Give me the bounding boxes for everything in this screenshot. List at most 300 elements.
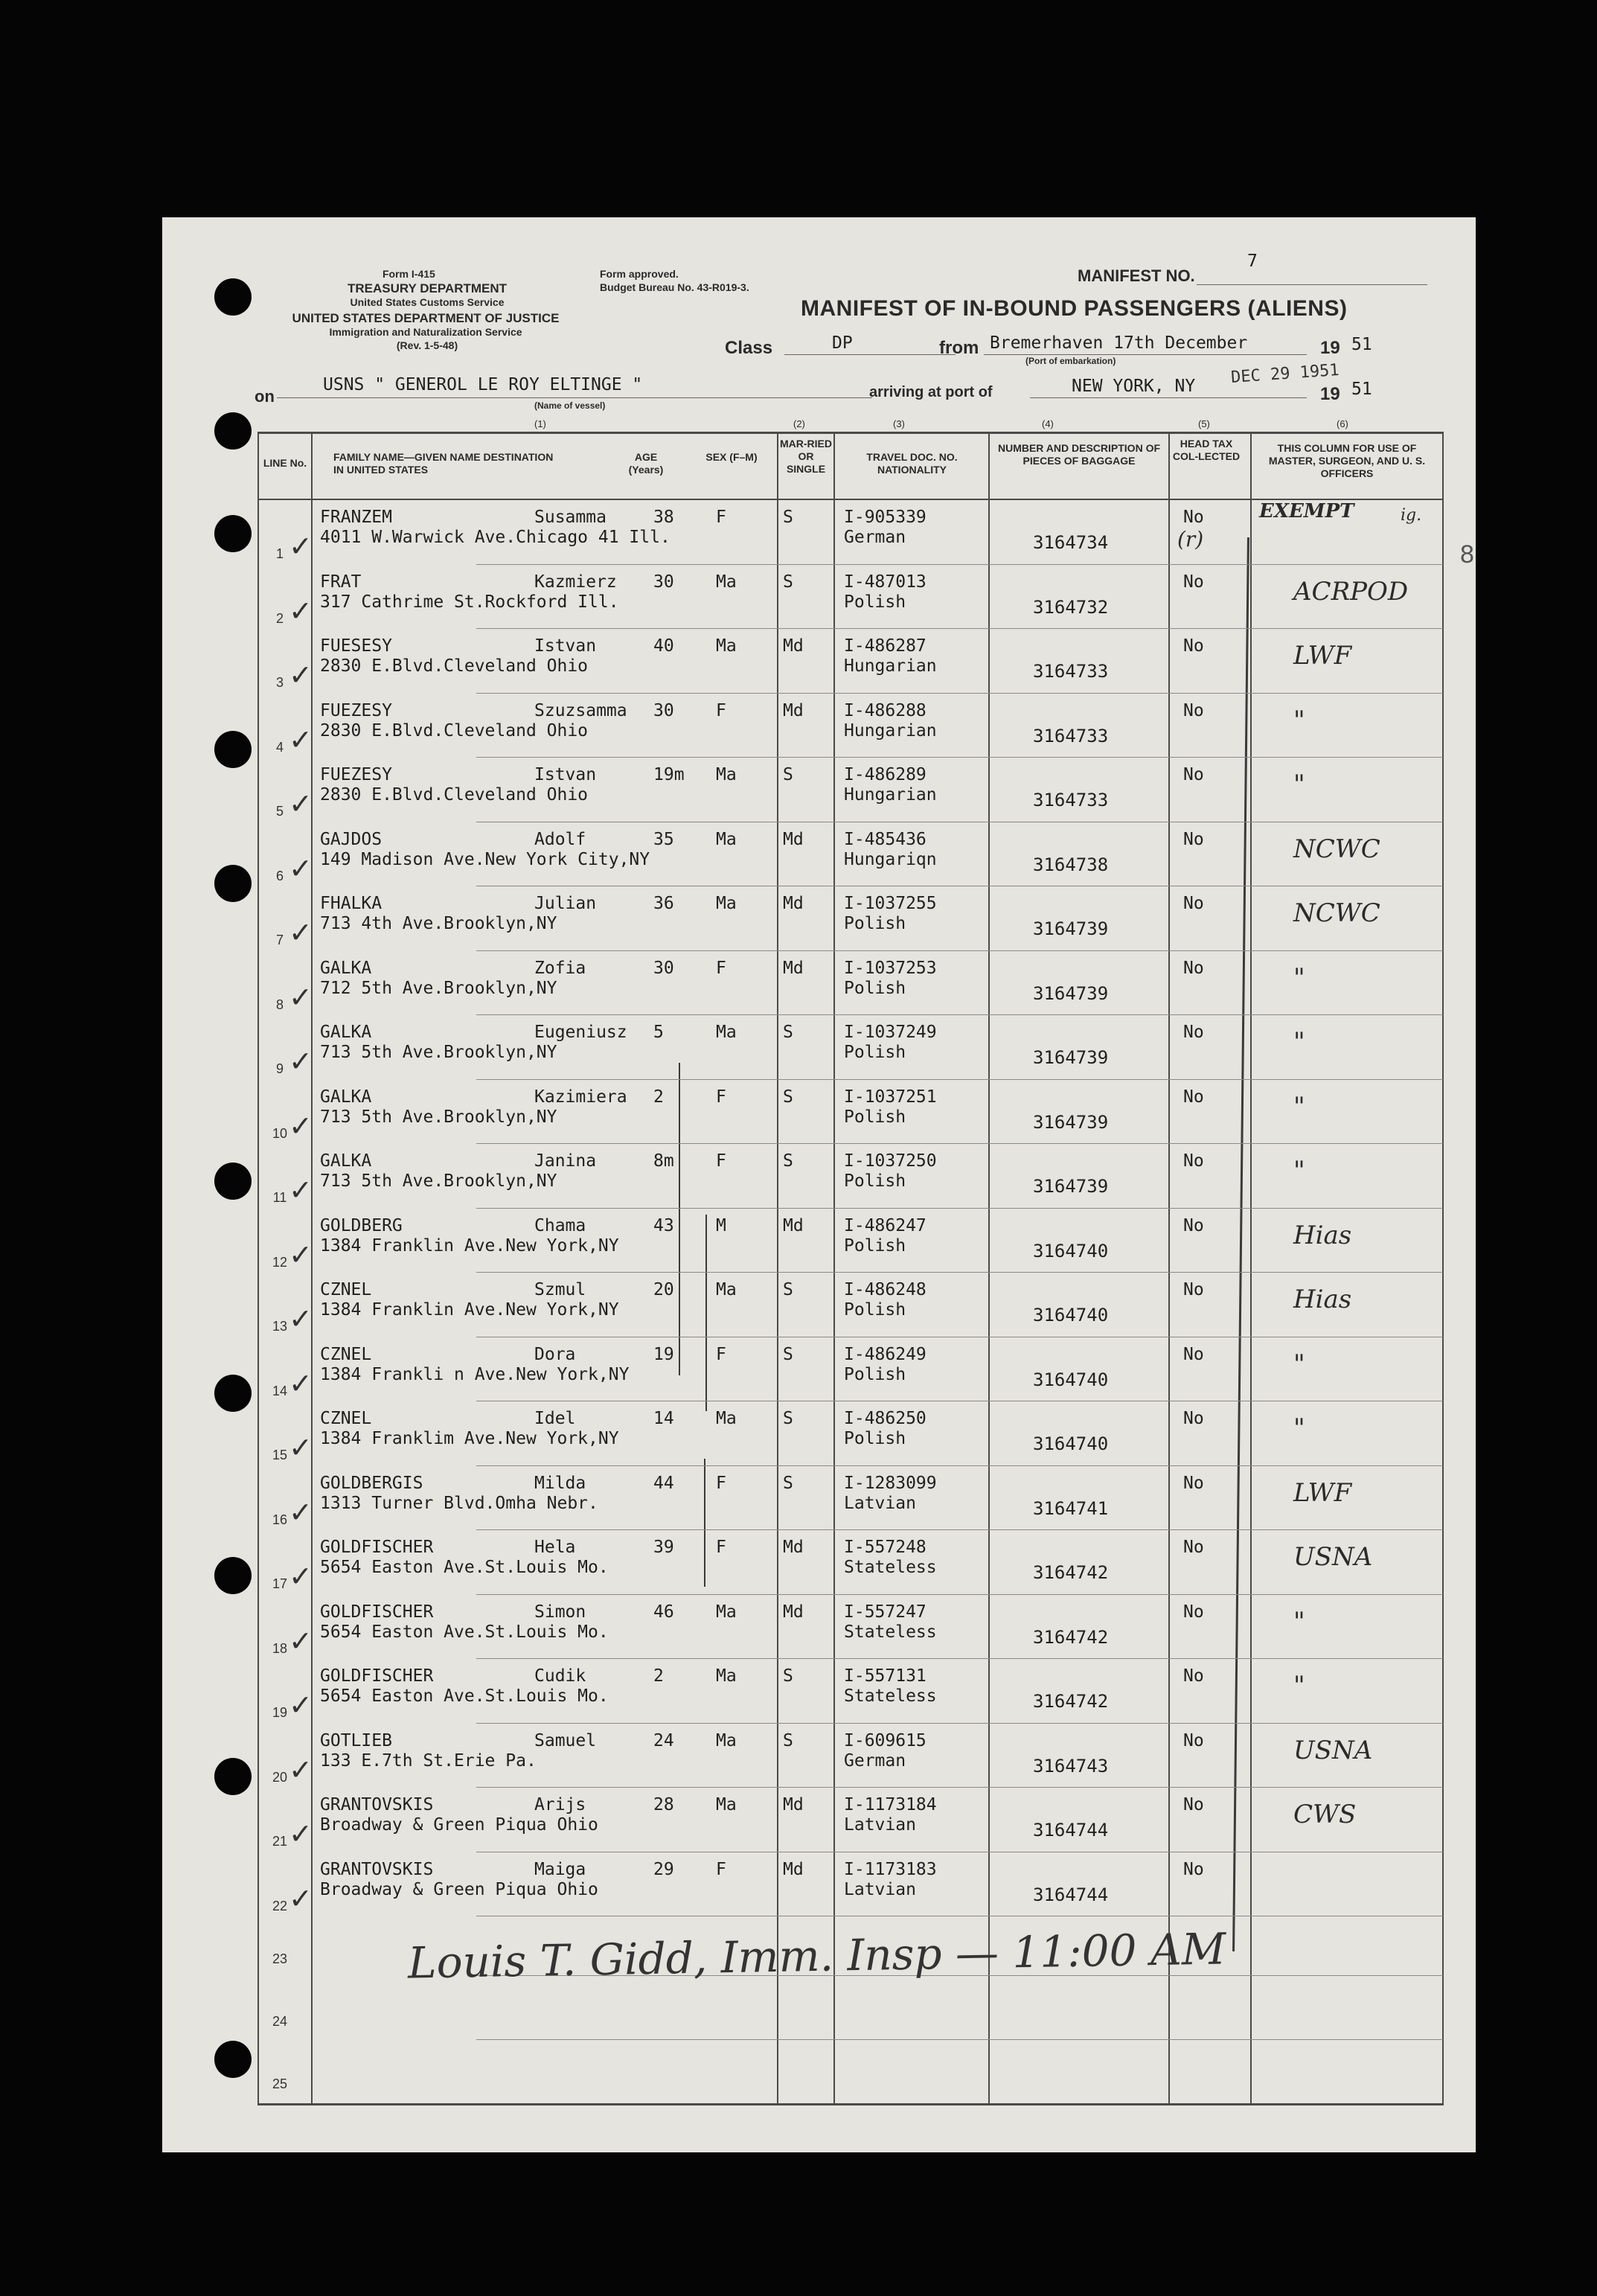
officer-note: Hias <box>1293 1220 1352 1250</box>
given-name: Istvan <box>534 636 597 656</box>
destination: 1384 Frankli n Ave.New York,NY <box>320 1364 630 1384</box>
officer-note: " <box>1293 1027 1305 1057</box>
table-row <box>162 500 1476 565</box>
manifest-title: MANIFEST OF IN-BOUND PASSENGERS (ALIENS) <box>801 296 1348 321</box>
sex: Ma <box>716 1023 737 1042</box>
sex: F <box>716 1859 726 1879</box>
nationality: Polish <box>844 1171 906 1191</box>
table-row <box>162 886 1476 951</box>
officer-note: CWS <box>1293 1800 1357 1829</box>
line-number: 10 <box>272 1125 288 1141</box>
arrival-line <box>1030 397 1307 398</box>
officer-note: " <box>1293 770 1305 799</box>
nationality: Stateless <box>844 1686 937 1706</box>
manifest-no-value: 7 <box>1247 252 1258 271</box>
given-name: Kazimiera <box>534 1087 627 1107</box>
age: 40 <box>653 636 674 656</box>
form-number: Form I-415 <box>383 268 435 280</box>
marital-status: Md <box>783 636 804 656</box>
baggage-number: 3164742 <box>1033 1626 1109 1648</box>
head-tax: No <box>1183 1795 1204 1814</box>
checkmark-icon: ✓ <box>289 1817 313 1850</box>
given-name: Milda <box>534 1473 586 1493</box>
checkmark-icon: ✓ <box>289 659 313 691</box>
travel-doc: I-486287 <box>844 636 926 656</box>
row-line <box>476 628 1443 629</box>
travel-doc: I-486288 <box>844 700 926 720</box>
destination: 712 5th Ave.Brooklyn,NY <box>320 978 557 998</box>
travel-doc: I-905339 <box>844 508 926 527</box>
head-tax: No <box>1183 1666 1204 1686</box>
manifest-no-line <box>1197 284 1427 285</box>
year-prefix-2: 19 <box>1320 384 1340 404</box>
col-num-1: (1) <box>534 418 546 429</box>
given-name: Arijs <box>534 1795 586 1814</box>
sex: M <box>716 1215 726 1235</box>
row-line <box>476 1658 1443 1659</box>
line-number: 19 <box>272 1705 288 1720</box>
table-row <box>162 565 1476 630</box>
line-number: 4 <box>275 739 284 755</box>
checkmark-icon: ✓ <box>289 1109 313 1142</box>
age: 30 <box>653 700 674 720</box>
table-row <box>162 1595 1476 1660</box>
col-num-4: (4) <box>1042 418 1054 429</box>
checkmark-icon: ✓ <box>289 1495 313 1529</box>
table-top-border <box>257 432 1444 434</box>
travel-doc: I-487013 <box>844 572 926 592</box>
col-num-3: (3) <box>893 418 905 429</box>
travel-doc: I-486250 <box>844 1409 926 1428</box>
given-name: Maiga <box>534 1859 586 1879</box>
nationality: Latvian <box>844 1815 916 1835</box>
destination: 4011 W.Warwick Ave.Chicago 41 Ill. <box>320 528 671 547</box>
year-value-2: 51 <box>1351 380 1372 399</box>
age: 30 <box>653 572 674 592</box>
travel-doc: I-1173183 <box>844 1859 937 1879</box>
travel-doc: I-485436 <box>844 829 926 849</box>
checkmark-icon: ✓ <box>289 1238 313 1271</box>
head-tax: No <box>1183 829 1204 849</box>
destination: 1313 Turner Blvd.Omha Nebr. <box>320 1493 598 1513</box>
from-line <box>984 354 1307 355</box>
family-name: GOLDFISCHER <box>320 1666 434 1686</box>
sex: Ma <box>716 829 737 849</box>
line-number: 8 <box>275 997 284 1012</box>
table-row <box>162 1273 1476 1337</box>
destination: 133 E.7th St.Erie Pa. <box>320 1750 537 1771</box>
age: 19m <box>653 765 685 784</box>
baggage-number: 3164734 <box>1033 532 1109 553</box>
officer-note: " <box>1293 1413 1305 1443</box>
row-line <box>476 1723 1443 1724</box>
head-tax: No <box>1183 572 1204 592</box>
nationality: Polish <box>844 1300 906 1320</box>
family-name: GALKA <box>320 1087 372 1107</box>
table-row <box>162 1401 1476 1466</box>
header-line-no: LINE No. <box>263 457 307 469</box>
row-line <box>476 2039 1443 2040</box>
table-row <box>162 1080 1476 1145</box>
head-tax: No <box>1183 958 1204 978</box>
sex: F <box>716 1473 726 1493</box>
given-name: Eugeniusz <box>534 1023 627 1042</box>
travel-doc: I-1037251 <box>844 1087 937 1107</box>
sex: F <box>716 1538 726 1557</box>
travel-doc: I-557247 <box>844 1602 926 1622</box>
given-name: Susamma <box>534 508 607 527</box>
header-head-tax: HEAD TAX COL-LECTED <box>1172 438 1241 462</box>
ins-service: Immigration and Naturalization Service <box>329 326 522 338</box>
age: 30 <box>653 958 674 978</box>
row-line <box>476 1079 1443 1080</box>
age: 44 <box>653 1473 674 1493</box>
given-name: Cudik <box>534 1666 586 1686</box>
row-line <box>476 1014 1443 1015</box>
marital-status: Md <box>783 1795 804 1814</box>
destination: Broadway & Green Piqua Ohio <box>320 1815 598 1835</box>
sex: Ma <box>716 1280 737 1299</box>
officer-note: " <box>1293 1091 1305 1122</box>
marital-status: S <box>783 1666 793 1686</box>
line-number: 17 <box>272 1576 288 1591</box>
baggage-number: 3164744 <box>1033 1820 1109 1841</box>
checkmark-icon: ✓ <box>289 1045 313 1078</box>
nationality: Latvian <box>844 1879 916 1899</box>
arrival-date-stamp: DEC 29 1951 <box>1230 360 1340 388</box>
from-label: from <box>939 338 979 358</box>
travel-doc: I-486289 <box>844 765 926 784</box>
baggage-number: 3164739 <box>1033 918 1109 939</box>
travel-doc: I-1037253 <box>844 958 937 978</box>
header-age: AGE (Years) <box>628 451 664 476</box>
nationality: Stateless <box>844 1558 937 1577</box>
destination: 713 5th Ave.Brooklyn,NY <box>320 1171 557 1191</box>
col-num-6: (6) <box>1337 418 1348 429</box>
officer-note: NCWC <box>1293 898 1380 928</box>
row-line <box>476 1208 1443 1209</box>
family-name: GALKA <box>320 1151 372 1171</box>
baggage-number: 3164744 <box>1033 1884 1109 1905</box>
head-tax: No <box>1183 1409 1204 1428</box>
head-tax: No <box>1183 765 1204 784</box>
travel-doc: I-486249 <box>844 1344 926 1364</box>
row-line <box>476 564 1443 565</box>
destination: 5654 Easton Ave.St.Louis Mo. <box>320 1686 609 1706</box>
nationality: Polish <box>844 1235 906 1256</box>
head-tax: No <box>1183 1087 1204 1107</box>
marital-status: S <box>783 1344 793 1364</box>
punch-hole <box>214 412 252 450</box>
line-number-empty: 23 <box>272 1951 288 1966</box>
sex: Ma <box>716 572 737 592</box>
given-name: Zofia <box>534 958 586 978</box>
line-number: 3 <box>275 675 284 690</box>
baggage-number: 3164733 <box>1033 661 1109 682</box>
officer-note-extra: ig. <box>1401 506 1422 525</box>
checkmark-icon: ✓ <box>289 530 313 563</box>
col-num-2: (2) <box>793 418 805 429</box>
baggage-number: 3164743 <box>1033 1755 1109 1777</box>
baggage-number: 3164740 <box>1033 1240 1109 1261</box>
row-line <box>476 1465 1443 1466</box>
baggage-number: 3164733 <box>1033 725 1109 746</box>
vessel-caption: (Name of vessel) <box>534 400 606 411</box>
baggage-number: 3164739 <box>1033 1047 1109 1068</box>
family-bracket <box>705 1215 707 1411</box>
table-row <box>162 1015 1476 1080</box>
line-number-empty: 25 <box>272 2076 288 2091</box>
checkmark-icon: ✓ <box>289 1689 313 1721</box>
sex: Ma <box>716 765 737 784</box>
row-line <box>476 1529 1443 1530</box>
travel-doc: I-1037255 <box>844 894 937 913</box>
family-name: CZNEL <box>320 1280 372 1299</box>
age: 8m <box>653 1151 674 1171</box>
destination: 1384 Franklin Ave.New York,NY <box>320 1300 619 1320</box>
punch-hole <box>214 278 252 316</box>
head-tax: No <box>1183 1730 1204 1750</box>
row-line <box>476 1787 1443 1788</box>
embark-port-caption: (Port of embarkation) <box>1025 356 1116 366</box>
officer-note: LWF <box>1293 641 1352 671</box>
marital-status: Md <box>783 1538 804 1557</box>
baggage-number: 3164740 <box>1033 1433 1109 1454</box>
baggage-number: 3164742 <box>1033 1562 1109 1583</box>
nationality: German <box>844 528 906 547</box>
line-number: 9 <box>275 1061 284 1076</box>
header-baggage: NUMBER AND DESCRIPTION OF PIECES OF BAGGAGE <box>997 442 1161 467</box>
line-number: 5 <box>275 804 284 819</box>
arrival-port: NEW YORK, NY <box>1072 377 1196 396</box>
age: 46 <box>653 1602 674 1622</box>
class-value: DP <box>832 333 853 353</box>
family-name: GOLDBERGIS <box>320 1473 423 1493</box>
arriving-label: arriving at port of <box>869 384 993 400</box>
family-name: GOTLIEB <box>320 1730 392 1750</box>
officer-note: ACRPOD <box>1293 576 1409 607</box>
head-tax: No <box>1183 1151 1204 1171</box>
treasury-dept: TREASURY DEPARTMENT <box>347 281 508 295</box>
marital-status: Md <box>783 1602 804 1622</box>
marital-status: S <box>783 508 793 527</box>
line-number: 15 <box>272 1448 288 1462</box>
nationality: Latvian <box>844 1493 916 1513</box>
nationality: Polish <box>844 1364 906 1384</box>
vessel-line <box>277 397 872 398</box>
nationality: Hungarian <box>844 656 937 676</box>
nationality: Polish <box>844 1429 906 1448</box>
table-row <box>162 1530 1476 1595</box>
line-number: 1 <box>275 546 284 561</box>
given-name: Istvan <box>534 765 597 784</box>
row-line <box>476 757 1443 758</box>
destination: 2830 E.Blvd.Cleveland Ohio <box>320 656 589 676</box>
head-tax: No <box>1183 508 1204 527</box>
destination: 713 5th Ave.Brooklyn,NY <box>320 1107 557 1127</box>
line-number: 2 <box>275 610 284 626</box>
year-prefix-1: 19 <box>1320 338 1340 358</box>
table-row <box>162 1466 1476 1531</box>
table-row <box>162 1144 1476 1209</box>
family-name: GOLDFISCHER <box>320 1538 434 1557</box>
given-name: Szuzsamma <box>534 700 627 720</box>
marital-status: S <box>783 1023 793 1042</box>
family-name: GRANTOVSKIS <box>320 1859 434 1879</box>
sex: F <box>716 1151 726 1171</box>
checkmark-icon: ✓ <box>289 980 313 1014</box>
baggage-number: 3164740 <box>1033 1369 1109 1390</box>
table-row <box>162 1852 1476 1917</box>
marital-status: Md <box>783 958 804 978</box>
line-number: 18 <box>272 1640 288 1656</box>
given-name: Julian <box>534 894 597 913</box>
family-bracket <box>704 1459 705 1587</box>
checkmark-icon: ✓ <box>289 594 313 627</box>
given-name: Kazmierz <box>534 572 617 592</box>
checkmark-icon: ✓ <box>289 916 313 949</box>
officer-note: " <box>1293 1156 1305 1186</box>
line-number: 7 <box>275 933 284 947</box>
officer-note: EXEMPT <box>1259 500 1354 522</box>
officer-note: NCWC <box>1293 834 1380 864</box>
age: 2 <box>653 1666 664 1686</box>
table-row <box>162 694 1476 758</box>
table-row <box>162 629 1476 694</box>
officer-note: USNA <box>1293 1542 1373 1572</box>
family-name: CZNEL <box>320 1344 372 1364</box>
family-name: FUEZESY <box>320 700 392 720</box>
given-name: Dora <box>534 1344 576 1364</box>
travel-doc: I-1283099 <box>844 1473 937 1493</box>
destination: 713 4th Ave.Brooklyn,NY <box>320 914 557 933</box>
travel-doc: I-1037250 <box>844 1151 937 1171</box>
age: 2 <box>653 1087 664 1107</box>
head-tax: No <box>1183 1280 1204 1299</box>
family-name: FUEZESY <box>320 765 392 784</box>
destination: 317 Cathrime St.Rockford Ill. <box>320 592 619 612</box>
line-number: 14 <box>272 1383 288 1398</box>
marital-status: Md <box>783 1859 804 1879</box>
destination: Broadway & Green Piqua Ohio <box>320 1879 598 1899</box>
nationality: Polish <box>844 978 906 998</box>
header-officers: THIS COLUMN FOR USE OF MASTER, SURGEON, AND U. S. OFFICERS <box>1268 442 1426 479</box>
travel-doc: I-609615 <box>844 1730 926 1750</box>
given-name: Adolf <box>534 829 586 849</box>
class-label: Class <box>725 338 773 358</box>
family-name: GALKA <box>320 1023 372 1042</box>
travel-doc: I-557131 <box>844 1666 926 1686</box>
family-name: FRAT <box>320 572 362 592</box>
col-num-5: (5) <box>1198 418 1210 429</box>
row-line <box>476 1594 1443 1595</box>
row-line <box>476 950 1443 951</box>
travel-doc: I-486248 <box>844 1280 926 1299</box>
baggage-number: 3164733 <box>1033 790 1109 810</box>
checkmark-icon: ✓ <box>289 1431 313 1464</box>
age: 35 <box>653 829 674 849</box>
nationality: Hungariqn <box>844 849 937 869</box>
table-row <box>162 1788 1476 1852</box>
travel-doc: I-1037249 <box>844 1023 937 1042</box>
baggage-number: 3164742 <box>1033 1691 1109 1712</box>
row-line <box>476 693 1443 694</box>
sex: Ma <box>716 1666 737 1686</box>
manifest-no-label: MANIFEST NO. <box>1078 266 1195 285</box>
officer-note: USNA <box>1293 1735 1373 1765</box>
checkmark-icon: ✓ <box>289 851 313 885</box>
checkmark-icon: ✓ <box>289 723 313 756</box>
head-tax: No <box>1183 636 1204 656</box>
given-name: Samuel <box>534 1730 597 1750</box>
age: 36 <box>653 894 674 913</box>
baggage-number: 3164738 <box>1033 854 1109 875</box>
nationality: German <box>844 1750 906 1771</box>
sex: Ma <box>716 1602 737 1622</box>
embark-port-value: Bremerhaven 17th December <box>990 333 1248 353</box>
checkmark-icon: ✓ <box>289 1302 313 1335</box>
justice-dept: UNITED STATES DEPARTMENT OF JUSTICE <box>292 311 560 325</box>
checkmark-icon: ✓ <box>289 1366 313 1400</box>
nationality: Polish <box>844 592 906 612</box>
given-name: Simon <box>534 1602 586 1622</box>
line-number: 6 <box>275 868 284 883</box>
nationality: Stateless <box>844 1622 937 1642</box>
destination: 5654 Easton Ave.St.Louis Mo. <box>320 1622 609 1642</box>
on-label: on <box>255 387 275 406</box>
marital-status: S <box>783 1473 793 1493</box>
head-tax: No <box>1183 1023 1204 1042</box>
destination: 2830 E.Blvd.Cleveland Ohio <box>320 785 589 805</box>
destination: 149 Madison Ave.New York City,NY <box>320 849 650 869</box>
given-name: Hela <box>534 1538 576 1557</box>
sex: F <box>716 1087 726 1107</box>
nationality: Polish <box>844 914 906 933</box>
header-sex: SEX (F–M) <box>705 451 758 463</box>
marital-status: Md <box>783 894 804 913</box>
age: 5 <box>653 1023 664 1042</box>
line-number: 11 <box>272 1190 287 1205</box>
nationality: Hungarian <box>844 785 937 805</box>
line-number: 21 <box>272 1834 288 1849</box>
vessel-name: USNS " GENEROL LE ROY ELTINGE " <box>323 375 643 394</box>
checkmark-icon: ✓ <box>289 787 313 820</box>
head-tax-note: (r) <box>1177 527 1204 551</box>
line-number: 20 <box>272 1769 288 1785</box>
officer-note: " <box>1293 1606 1305 1637</box>
table-row <box>162 822 1476 887</box>
family-name: GRANTOVSKIS <box>320 1795 434 1814</box>
table-row <box>162 951 1476 1016</box>
budget-bureau: Budget Bureau No. 43-R019-3. <box>600 281 749 293</box>
head-tax: No <box>1183 1859 1204 1879</box>
travel-doc: I-486247 <box>844 1215 926 1235</box>
family-bracket <box>679 1063 680 1375</box>
travel-doc: I-1173184 <box>844 1795 937 1814</box>
officer-note: Hias <box>1293 1285 1352 1314</box>
margin-page-mark: 8 <box>1460 540 1474 569</box>
age: 28 <box>653 1795 674 1814</box>
family-name: GOLDBERG <box>320 1215 403 1235</box>
form-approved: Form approved. <box>600 268 679 280</box>
head-tax: No <box>1183 894 1204 913</box>
marital-status: Md <box>783 700 804 720</box>
destination: 5654 Easton Ave.St.Louis Mo. <box>320 1558 609 1577</box>
class-line <box>784 354 956 355</box>
age: 24 <box>653 1730 674 1750</box>
officer-note: " <box>1293 705 1305 735</box>
marital-status: Md <box>783 829 804 849</box>
